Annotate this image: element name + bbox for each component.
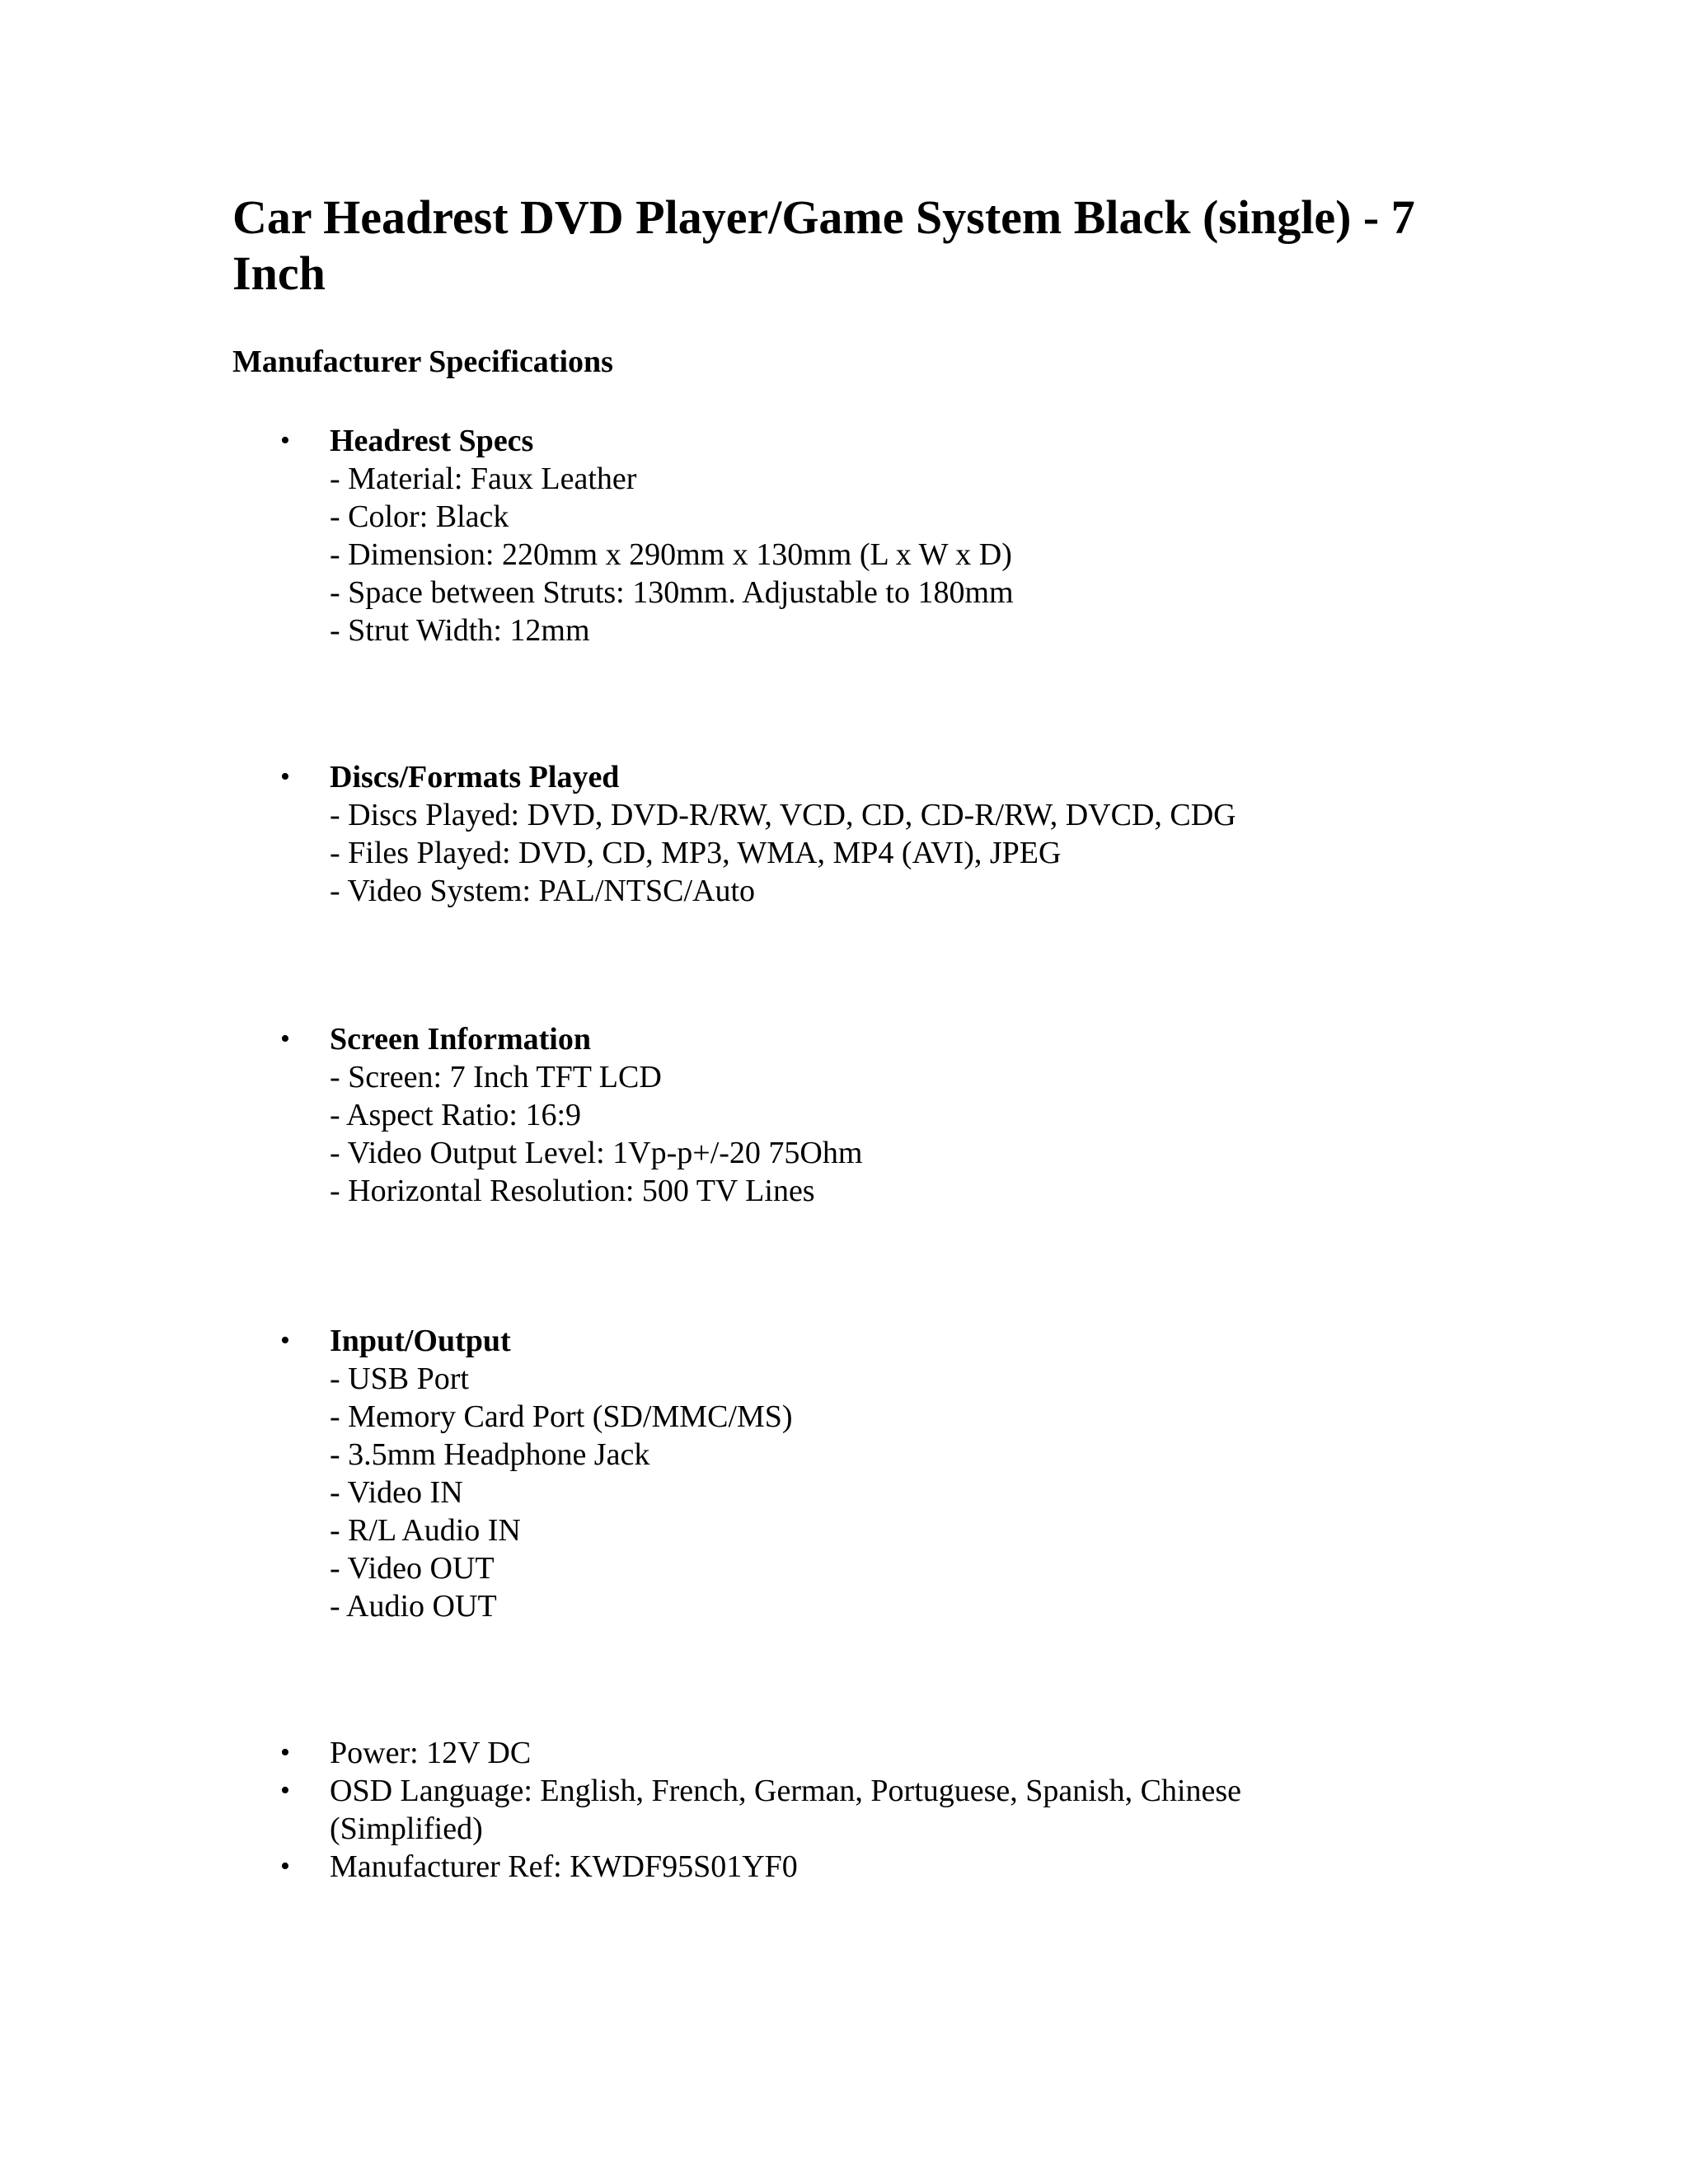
spec-line: - Color: Black	[330, 499, 509, 534]
document-page	[232, 190, 1518, 381]
bullet-icon: •	[280, 425, 290, 456]
spec-line: - Memory Card Port (SD/MMC/MS)	[330, 1399, 793, 1434]
spec-line: - Video System: PAL/NTSC/Auto	[330, 874, 756, 908]
section-heading: Headrest Specs	[330, 424, 534, 458]
spec-section-misc	[232, 1734, 1320, 1886]
spec-section-discs	[232, 758, 1518, 910]
list-item	[232, 422, 1518, 649]
list-item	[232, 1734, 1320, 1772]
spec-line: - Files Played: DVD, CD, MP3, WMA, MP4 (AVI), JPEG	[330, 836, 1062, 870]
manufacturer-ref-spec: Manufacturer Ref: KWDF95S01YF0	[330, 1849, 798, 1884]
list-item	[232, 1848, 1320, 1886]
spec-line: - Video Output Level: 1Vp-p+/-20 75Ohm	[330, 1136, 863, 1170]
bullet-icon: •	[280, 1775, 290, 1806]
bullet-icon: •	[280, 1851, 290, 1882]
list-item	[232, 1020, 1518, 1210]
spec-line: - Material: Faux Leather	[330, 462, 637, 496]
spec-line: - R/L Audio IN	[330, 1513, 521, 1548]
list-item	[232, 1322, 1518, 1625]
spec-line: - Space between Struts: 130mm. Adjustable to 180mm	[330, 575, 1014, 610]
spec-line: - Video OUT	[330, 1551, 495, 1586]
bullet-icon: •	[280, 1737, 290, 1768]
section-heading: Discs/Formats Played	[330, 760, 620, 794]
spec-line: - Dimension: 220mm x 290mm x 130mm (L x W x D)	[330, 537, 1012, 572]
spec-line: - Audio OUT	[330, 1589, 497, 1624]
spec-line: - Video IN	[330, 1475, 463, 1510]
document-title: Car Headrest DVD Player/Game System Black (single) - 7 Inch	[232, 190, 1415, 300]
bullet-icon: •	[280, 1325, 290, 1356]
section-heading: Input/Output	[330, 1324, 511, 1358]
spec-line: - 3.5mm Headphone Jack	[330, 1437, 650, 1472]
power-spec: Power: 12V DC	[330, 1736, 532, 1770]
list-item	[232, 758, 1518, 910]
spec-line: - Horizontal Resolution: 500 TV Lines	[330, 1174, 815, 1208]
spec-line: - Discs Played: DVD, DVD-R/RW, VCD, CD, CD-R/RW, DVCD, CDG	[330, 798, 1236, 832]
spec-section-io	[232, 1322, 1518, 1625]
section-subtitle: Manufacturer Specifications	[232, 344, 613, 379]
list-item	[232, 1772, 1320, 1848]
spec-line: - USB Port	[330, 1361, 469, 1396]
spec-section-headrest	[232, 422, 1518, 649]
section-heading: Screen Information	[330, 1022, 591, 1057]
osd-language-spec: OSD Language: English, French, German, Portuguese, Spanish, Chinese (Simplified)	[330, 1774, 1242, 1846]
spec-section-screen	[232, 1020, 1518, 1210]
spec-line: - Strut Width: 12mm	[330, 613, 590, 648]
spec-line: - Screen: 7 Inch TFT LCD	[330, 1060, 662, 1094]
bullet-icon: •	[280, 762, 290, 792]
bullet-icon: •	[280, 1024, 290, 1054]
spec-line: - Aspect Ratio: 16:9	[330, 1098, 582, 1132]
